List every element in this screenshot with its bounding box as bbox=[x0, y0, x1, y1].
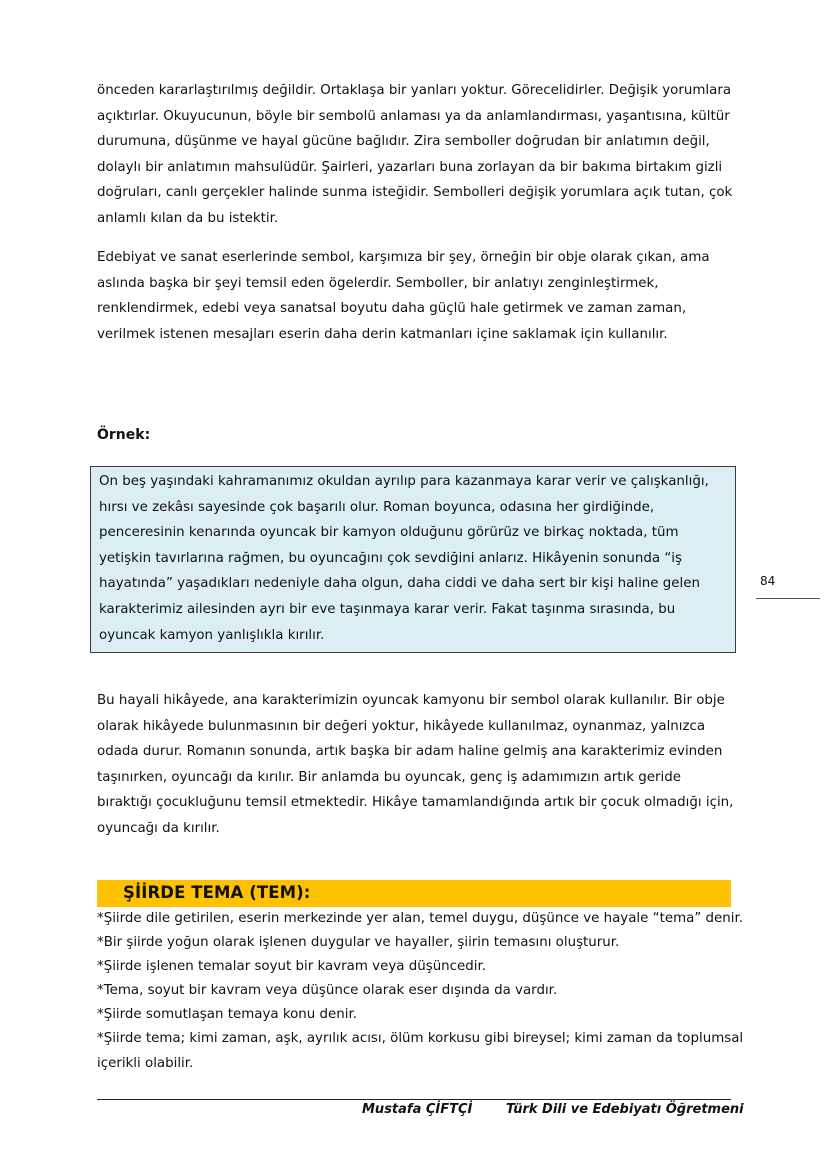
theme-bullet-list bbox=[97, 907, 747, 1076]
section-title: ŞİİRDE TEMA (TEM): bbox=[123, 883, 311, 902]
example-heading: Örnek: bbox=[97, 427, 151, 443]
page-number: 84 bbox=[760, 574, 776, 588]
footer-author: Mustafa ÇİFTÇİ bbox=[362, 1102, 473, 1117]
section-heading-bar bbox=[97, 880, 731, 907]
list-item: *Tema, soyut bir kavram veya düşünce olarak eser dışında da vardır. bbox=[97, 983, 558, 999]
footer-role: Türk Dili ve Edebiyatı Öğretmeni bbox=[506, 1102, 744, 1117]
list-item: *Bir şiirde yoğun olarak işlenen duygular ve hayaller, şiirin temasını oluşturur. bbox=[97, 935, 620, 951]
list-item: *Şiirde işlenen temalar soyut bir kavram veya düşüncedir. bbox=[97, 959, 487, 975]
body-paragraph-3: Bu hayali hikâyede, ana karakterimizin oyuncak kamyonu bir sembol olarak kullanılır. Bir obje olarak hikâyede bulunmasının bir değeri yoktur, hikâyede kullanılmaz, oynanmaz, yalnızca odada durur. Romanın sonunda, artık başka bir adam haline gelmiş ana karakterimiz evinden taşınırken, oyuncağı da kırılır. Bir anlamda bu oyuncak, genç iş adamımızın artık geride bıraktığı çocukluğunu temsil etmektedir. Hikâye tamamlandığında artık bir çocuk olmadığı için, oyuncağı da kırılır. bbox=[97, 693, 734, 836]
body-paragraph-2: Edebiyat ve sanat eserlerinde sembol, karşımıza bir şey, örneğin bir obje olarak çıkan, ama aslında başka bir şeyi temsil eden ögelerdir. Semboller, bir anlatıyı zenginleştirmek, renklendirmek, edebi veya sanatsal boyutu daha güçlü hale getirmek ve zaman zaman, verilmek istenen mesajları eserin daha derin katmanları içine saklamak için kullanılır. bbox=[97, 250, 710, 342]
page-number-rule bbox=[756, 598, 820, 599]
example-box: On beş yaşındaki kahramanımız okuldan ayrılıp para kazanmaya karar verir ve çalışkanlığı, hırsı ve zekâsı sayesinde çok başarılı olur. Roman boyunca, odasına her girdiğinde, penceresinin kenarında oyuncak bir kamyon olduğunu görürüz ve birkaç noktada, tüm yetişkin tavırlarına rağmen, bu oyuncağını çok sevdiğini anlarız. Hikâyenin sonunda “iş hayatında” yaşadıkları nedeniyle daha olgun, daha ciddi ve daha sert bir kişi haline gelen karakterimiz ailesinden ayrı bir eve taşınmaya karar verir. Fakat taşınma sırasında, bu oyuncak kamyon yanlışlıkla kırılır. bbox=[90, 466, 736, 653]
list-item: *Şiirde somutlaşan temaya konu denir. bbox=[97, 1007, 358, 1023]
body-paragraph-1: önceden kararlaştırılmış değildir. Ortaklaşa bir yanları yoktur. Görecelidirler. Değişik yorumlara açıktırlar. Okuyucunun, böyle bir sembolü anlaması ya da anlamlandırması, yaşantısına, kültür durumuna, düşünme ve hayal gücüne bağlıdır. Zira semboller doğrudan bir anlatımın değil, dolaylı bir anlatımın mahsulüdür. Şairleri, yazarları buna zorlayan da bir bakıma birtakım gizli doğruları, canlı gerçekler halinde sunma isteğidir. Sembolleri değişik yorumlara açık tutan, çok anlamlı kılan da bu istektir. bbox=[97, 83, 733, 226]
list-item: *Şiirde dile getirilen, eserin merkezinde yer alan, temel duygu, düşünce ve hayale “tema” denir. bbox=[97, 911, 743, 926]
list-item: *Şiirde tema; kimi zaman, aşk, ayrılık acısı, ölüm korkusu gibi bireysel; kimi zaman da toplumsal içerikli olabilir. bbox=[97, 1031, 744, 1071]
footer-rule bbox=[97, 1099, 731, 1100]
